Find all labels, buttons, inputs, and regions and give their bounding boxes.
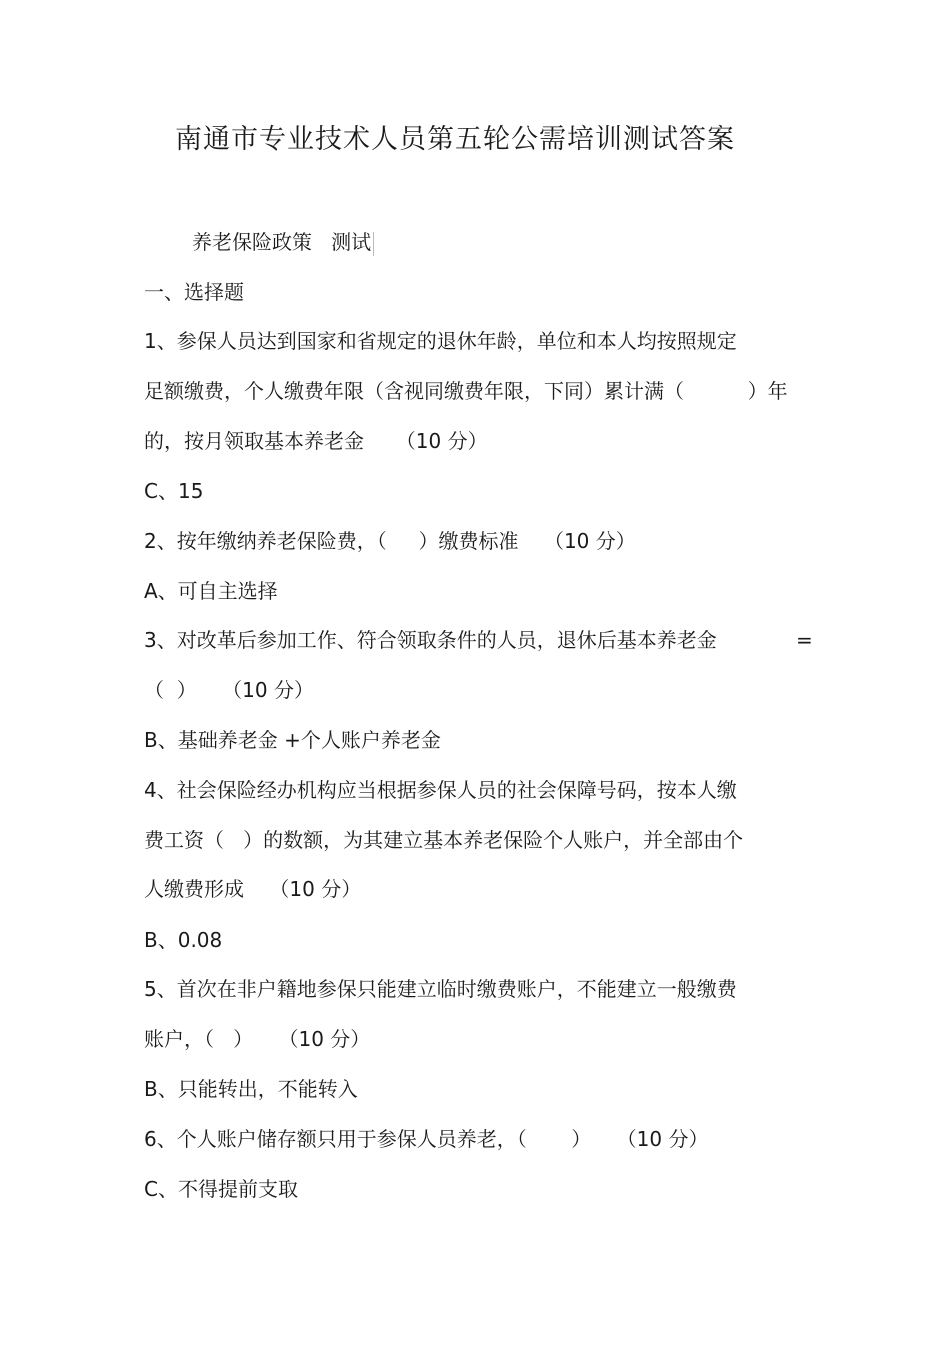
- answer-6: C、不得提前支取: [144, 1177, 298, 1201]
- question-3-line-1: 3、对改革后参加工作、符合领取条件的人员，退休后基本养老金: [144, 628, 717, 652]
- question-5-line-1: 5、首次在非户籍地参保只能建立临时缴费账户，不能建立一般缴费: [144, 977, 737, 1001]
- test-subtitle-text: 养老保险政策 测试: [192, 230, 372, 254]
- answer-2: A、可自主选择: [144, 579, 278, 603]
- answer-1: C、15: [144, 479, 204, 503]
- question-1-line-3: 的，按月领取基本养老金 （10 分）: [144, 429, 488, 453]
- question-3-line-2: （ ） （10 分）: [144, 678, 314, 702]
- question-2: 2、按年缴纳养老保险费，（ ）缴费标准 （10 分）: [144, 529, 636, 553]
- question-1-line-2: 足额缴费，个人缴费年限（含视同缴费年限，下同）累计满（ ）年: [144, 379, 788, 403]
- question-5-line-2: 账户，（ ） （10 分）: [144, 1027, 371, 1051]
- section-heading: 一、选择题: [144, 280, 244, 304]
- question-4-line-3: 人缴费形成 （10 分）: [144, 877, 362, 901]
- answer-5: B、只能转出，不能转入: [144, 1077, 358, 1101]
- text-cursor: [373, 232, 374, 256]
- test-subtitle: [192, 227, 374, 257]
- question-1-line-1: 1、参保人员达到国家和省规定的退休年龄，单位和本人均按照规定: [144, 329, 737, 353]
- question-6: 6、个人账户储存额只用于参保人员养老，（ ） （10 分）: [144, 1127, 709, 1151]
- question-4-line-2: 费工资（ ）的数额，为其建立基本养老保险个人账户，并全部由个: [144, 828, 744, 852]
- answer-4: B、0.08: [144, 928, 223, 952]
- question-4-line-1: 4、社会保险经办机构应当根据参保人员的社会保障号码，按本人缴: [144, 778, 737, 802]
- document-title: 南通市专业技术人员第五轮公需培训测试答案: [175, 124, 735, 155]
- equals-sign: =: [796, 628, 813, 652]
- answer-3: B、基础养老金 +个人账户养老金: [144, 728, 441, 752]
